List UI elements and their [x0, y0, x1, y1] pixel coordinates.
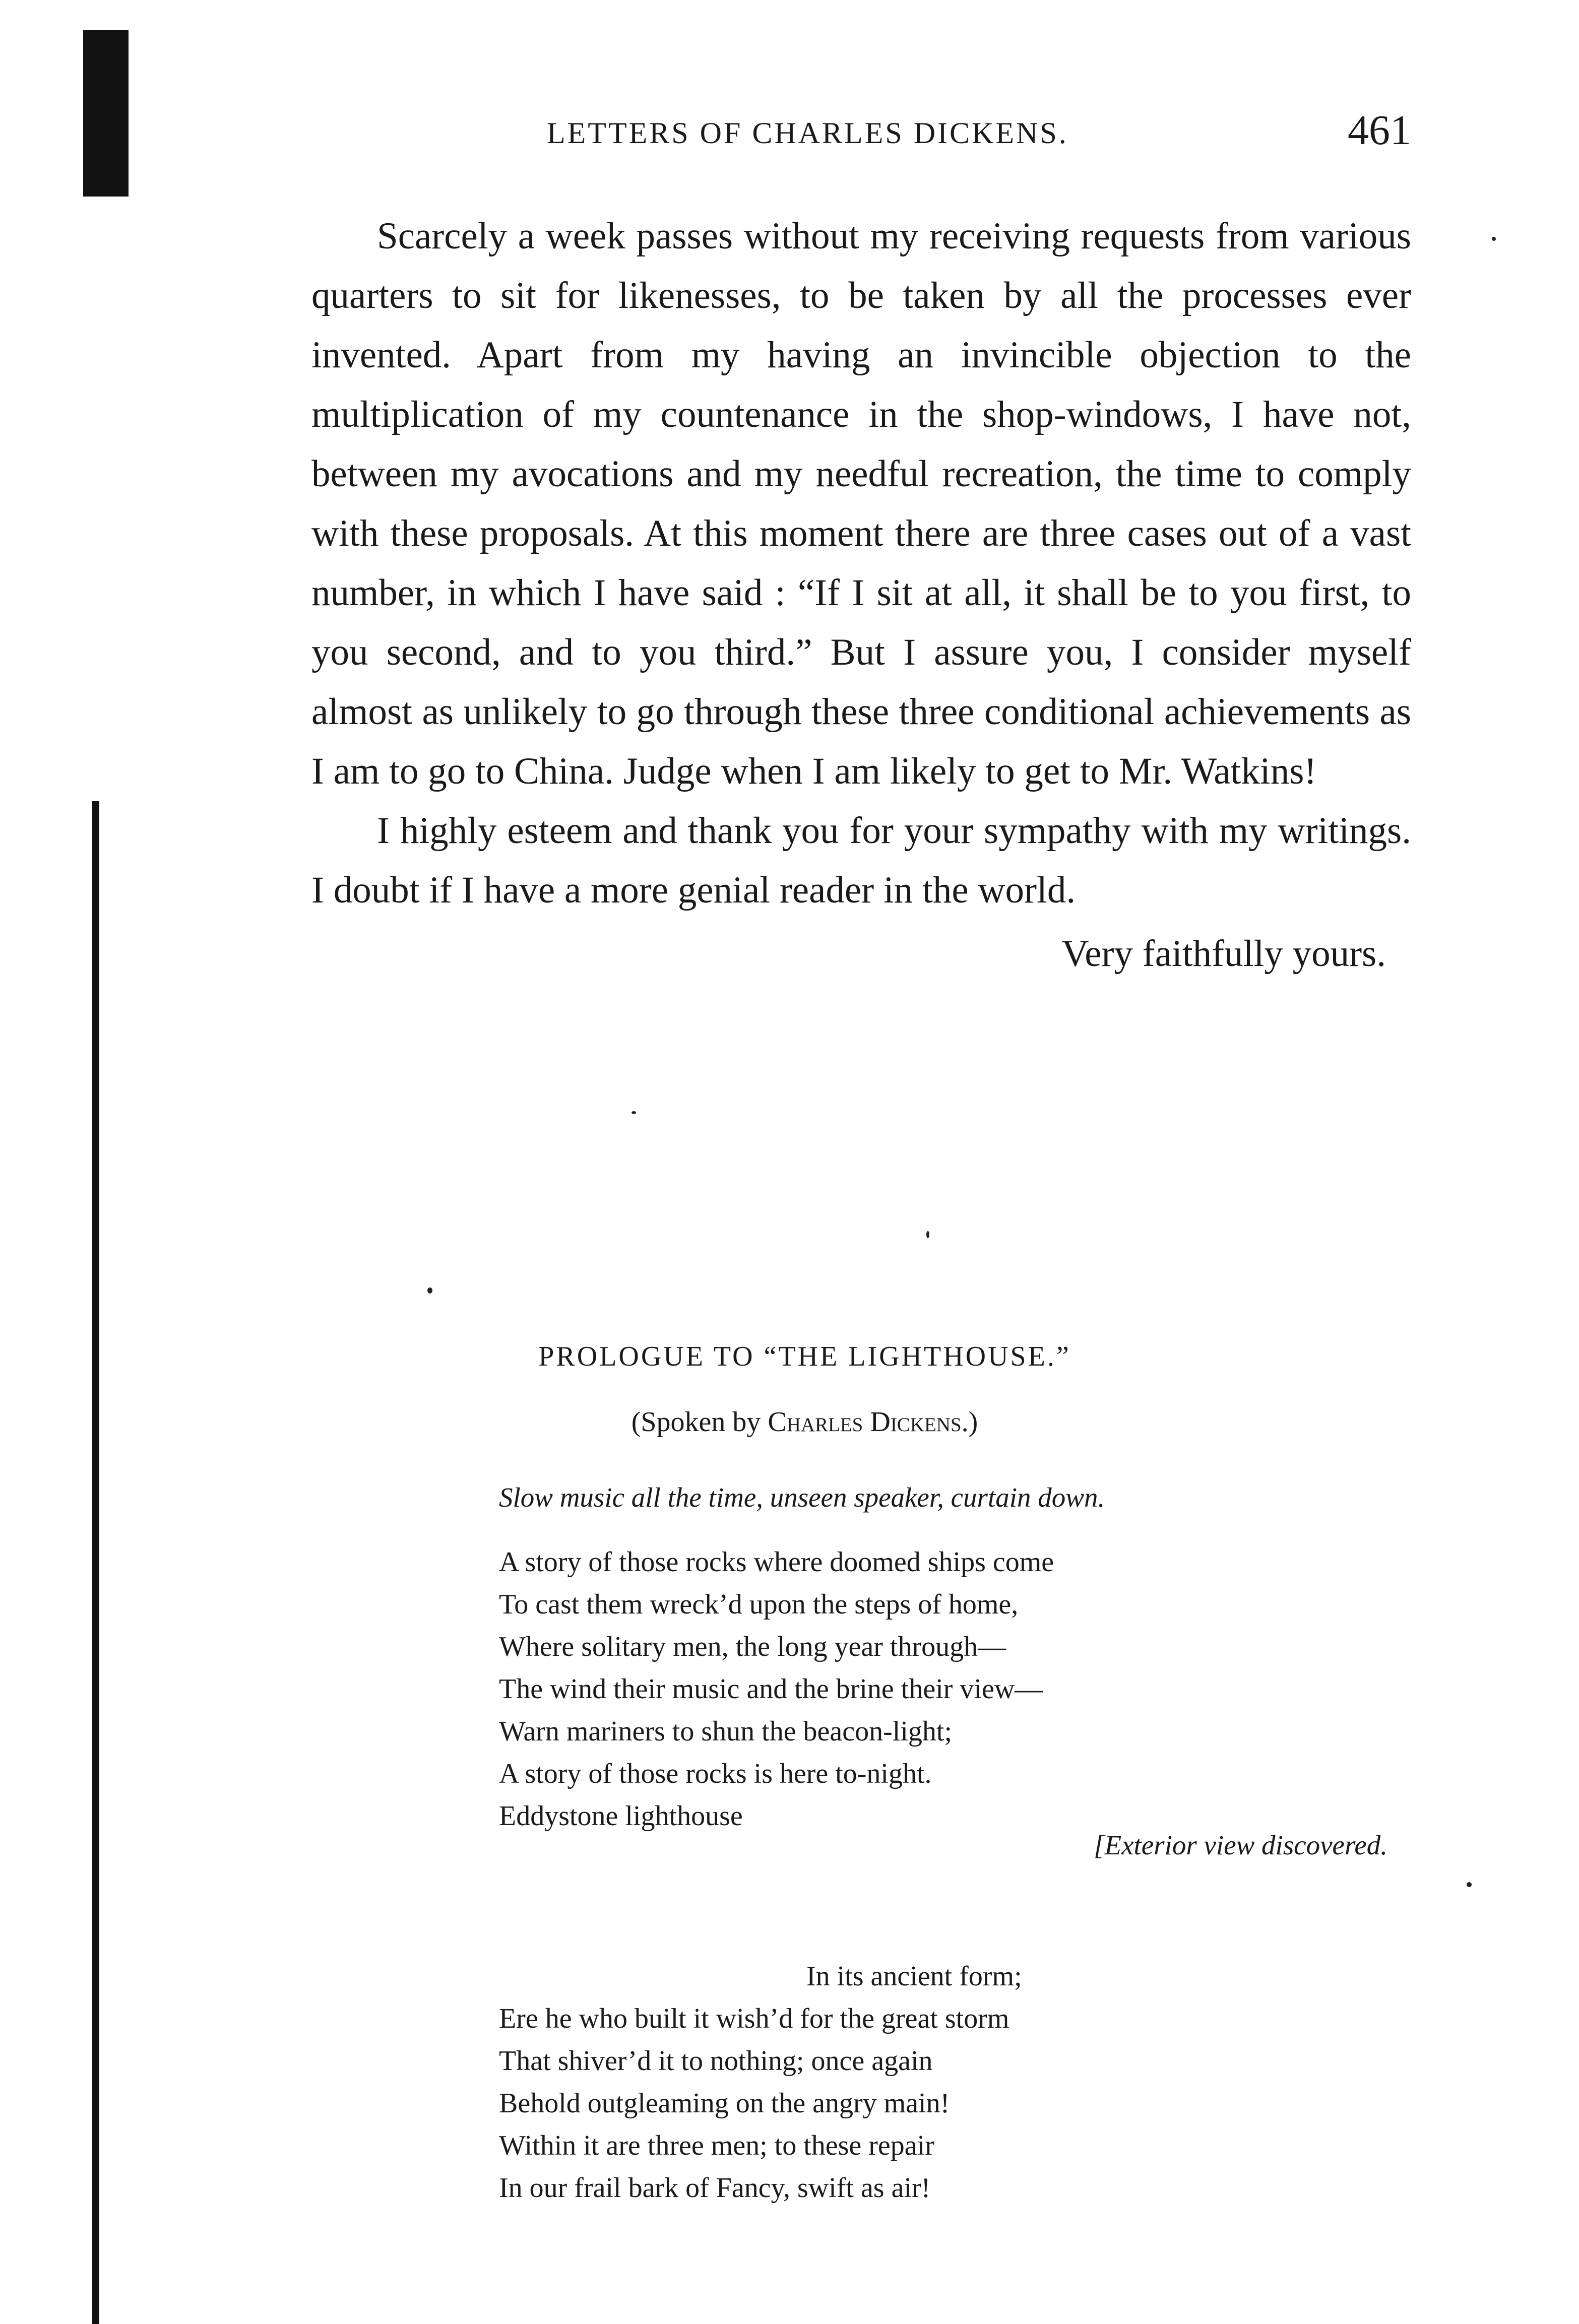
prologue-subtitle	[0, 1406, 1579, 1438]
speaker-name: Charles Dickens.	[768, 1406, 969, 1438]
verse-stanza	[499, 1541, 1054, 1837]
subtitle-prefix: (Spoken by	[631, 1406, 768, 1438]
stage-direction: Slow music all the time, unseen speaker, curtain down.	[499, 1482, 1105, 1513]
ink-speck	[427, 1287, 432, 1294]
verse-line: In its ancient form;	[806, 1961, 1022, 1992]
verse-line: A story of those rocks is here to-night.	[499, 1758, 932, 1789]
prologue-title: PROLOGUE TO “THE LIGHTHOUSE.”	[538, 1341, 1071, 1372]
verse-line: Eddystone lighthouse	[499, 1800, 743, 1832]
verse-line: In our frail bark of Fancy, swift as air!	[499, 2172, 931, 2204]
verse-line: Behold outgleaming on the angry main!	[499, 2088, 950, 2119]
binding-edge-mark	[83, 30, 129, 197]
running-title: LETTERS OF CHARLES DICKENS.	[547, 116, 1068, 150]
letter-closing: Very faithfully yours.	[1061, 933, 1386, 975]
verse-line: To cast them wreck’d upon the steps of home,	[499, 1589, 1019, 1620]
verse-line: That shiver’d it to nothing; once again	[499, 2045, 933, 2077]
verse-line: Where solitary men, the long year through—	[499, 1631, 1006, 1662]
ink-speck	[1467, 1882, 1472, 1887]
letter-body	[311, 207, 1411, 984]
stage-direction-exterior: [Exterior view discovered.	[1094, 1830, 1387, 1860]
verse-line: A story of those rocks where doomed ships come	[499, 1546, 1054, 1578]
verse-line: Within it are three men; to these repair	[499, 2130, 934, 2161]
binding-edge-line	[92, 801, 99, 2324]
letter-paragraph: Scarcely a week passes without my receiving requests from various quarters to sit for likenesses, to be taken by all the processes ever invented. Apart from my having an invincible objection to the multiplication of my countenance in the shop-windows, I have not, between my avocations and my needful recreation, the time to comply with these proposals. At this moment there are three cases out of a vast number, in which I have said : “If I sit at all, it shall be to you first, to you second, and to you third.” But I assure you, I consider myself almost as unlikely to go through these three conditional achievements as I am to go to China. Judge when I am likely to get to Mr. Watkins!	[311, 215, 1411, 792]
verse-line: The wind their music and the brine their view—	[499, 1673, 1043, 1705]
page-number: 461	[1348, 107, 1411, 154]
letter-paragraph: I highly esteem and thank you for your sympathy with my writings. I doubt if I have a more genial reader in the world.	[311, 810, 1411, 911]
subtitle-suffix: )	[968, 1406, 978, 1438]
verse-line: Ere he who built it wish’d for the great storm	[499, 2003, 1009, 2034]
ink-speck	[631, 1111, 636, 1114]
ink-speck	[1492, 237, 1496, 241]
verse-line: Warn mariners to shun the beacon-light;	[499, 1716, 953, 1747]
running-header	[547, 106, 1411, 161]
verse-stanza	[499, 1955, 1022, 2209]
ink-speck	[926, 1231, 929, 1238]
